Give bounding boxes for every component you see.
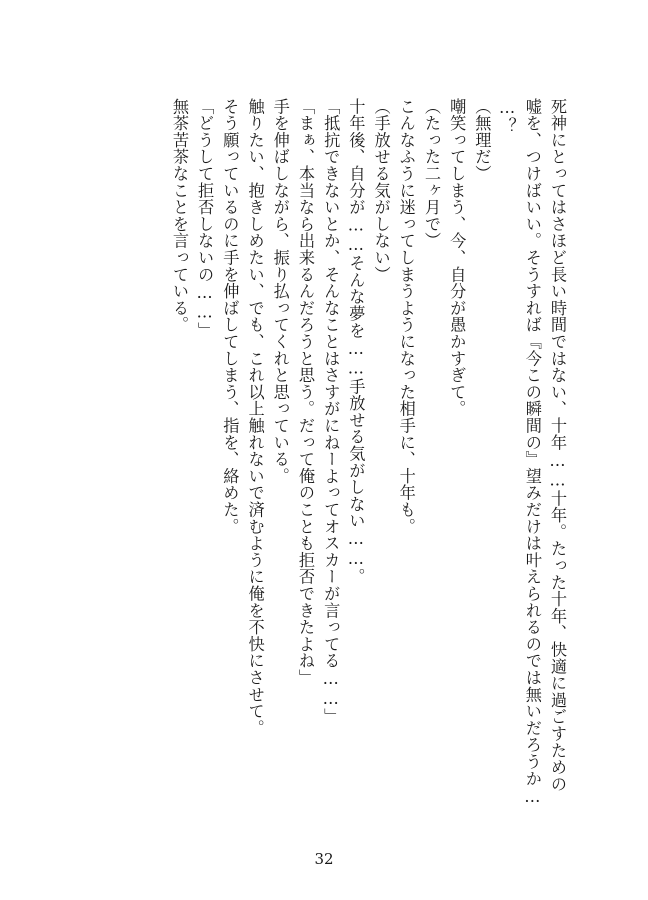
text-line: （たった二ヶ月で） xyxy=(421,98,441,250)
text-line: （無理だ） xyxy=(472,98,492,182)
page-number: 32 xyxy=(314,850,334,868)
text-line: 死神にとってはさほど長い時間ではない、十年……十年。たった十年、快適に過ごすための xyxy=(548,98,567,793)
text-line: 十年後、自分が……そんな夢を……手放せる気がしない……。 xyxy=(346,98,366,586)
text-line: 手を伸ばしながら、振り払ってくれと思っている。 xyxy=(270,98,290,485)
text-line: 嘘を、つけばいい。そうすれば『今この瞬間の』望みだけは叶えられるのでは無いだろうか… xyxy=(522,98,542,807)
text-line: 「抵抗できないとか、そんなことはさすがにねーよってオスカーが言ってる……」 xyxy=(321,98,341,726)
text-line: 触りたい、抱きしめたい、でも、これ以上触れないで済むように俺を不快にさせて。 xyxy=(245,98,265,737)
text-line: そう願っているのに手を伸ばしてしまう、指を、絡めた。 xyxy=(220,98,240,535)
text-line: こんなふうに迷ってしまうようになった相手に、十年も。 xyxy=(396,98,416,535)
text-line: 無茶苦茶なことを言っている。 xyxy=(169,98,189,334)
text-line: 「どうして拒否しないの……」 xyxy=(195,98,215,339)
text-line: …？ xyxy=(497,98,517,135)
vertical-text-body xyxy=(70,98,570,807)
text-line: 嘲笑ってしまう、今、自分が愚かすぎて。 xyxy=(447,98,467,418)
text-line: （手放せる気がしない） xyxy=(371,98,391,283)
text-line: 「まぁ、本当なら出来るんだろうと思う。だって俺のことも拒否できたよね」 xyxy=(295,98,315,686)
